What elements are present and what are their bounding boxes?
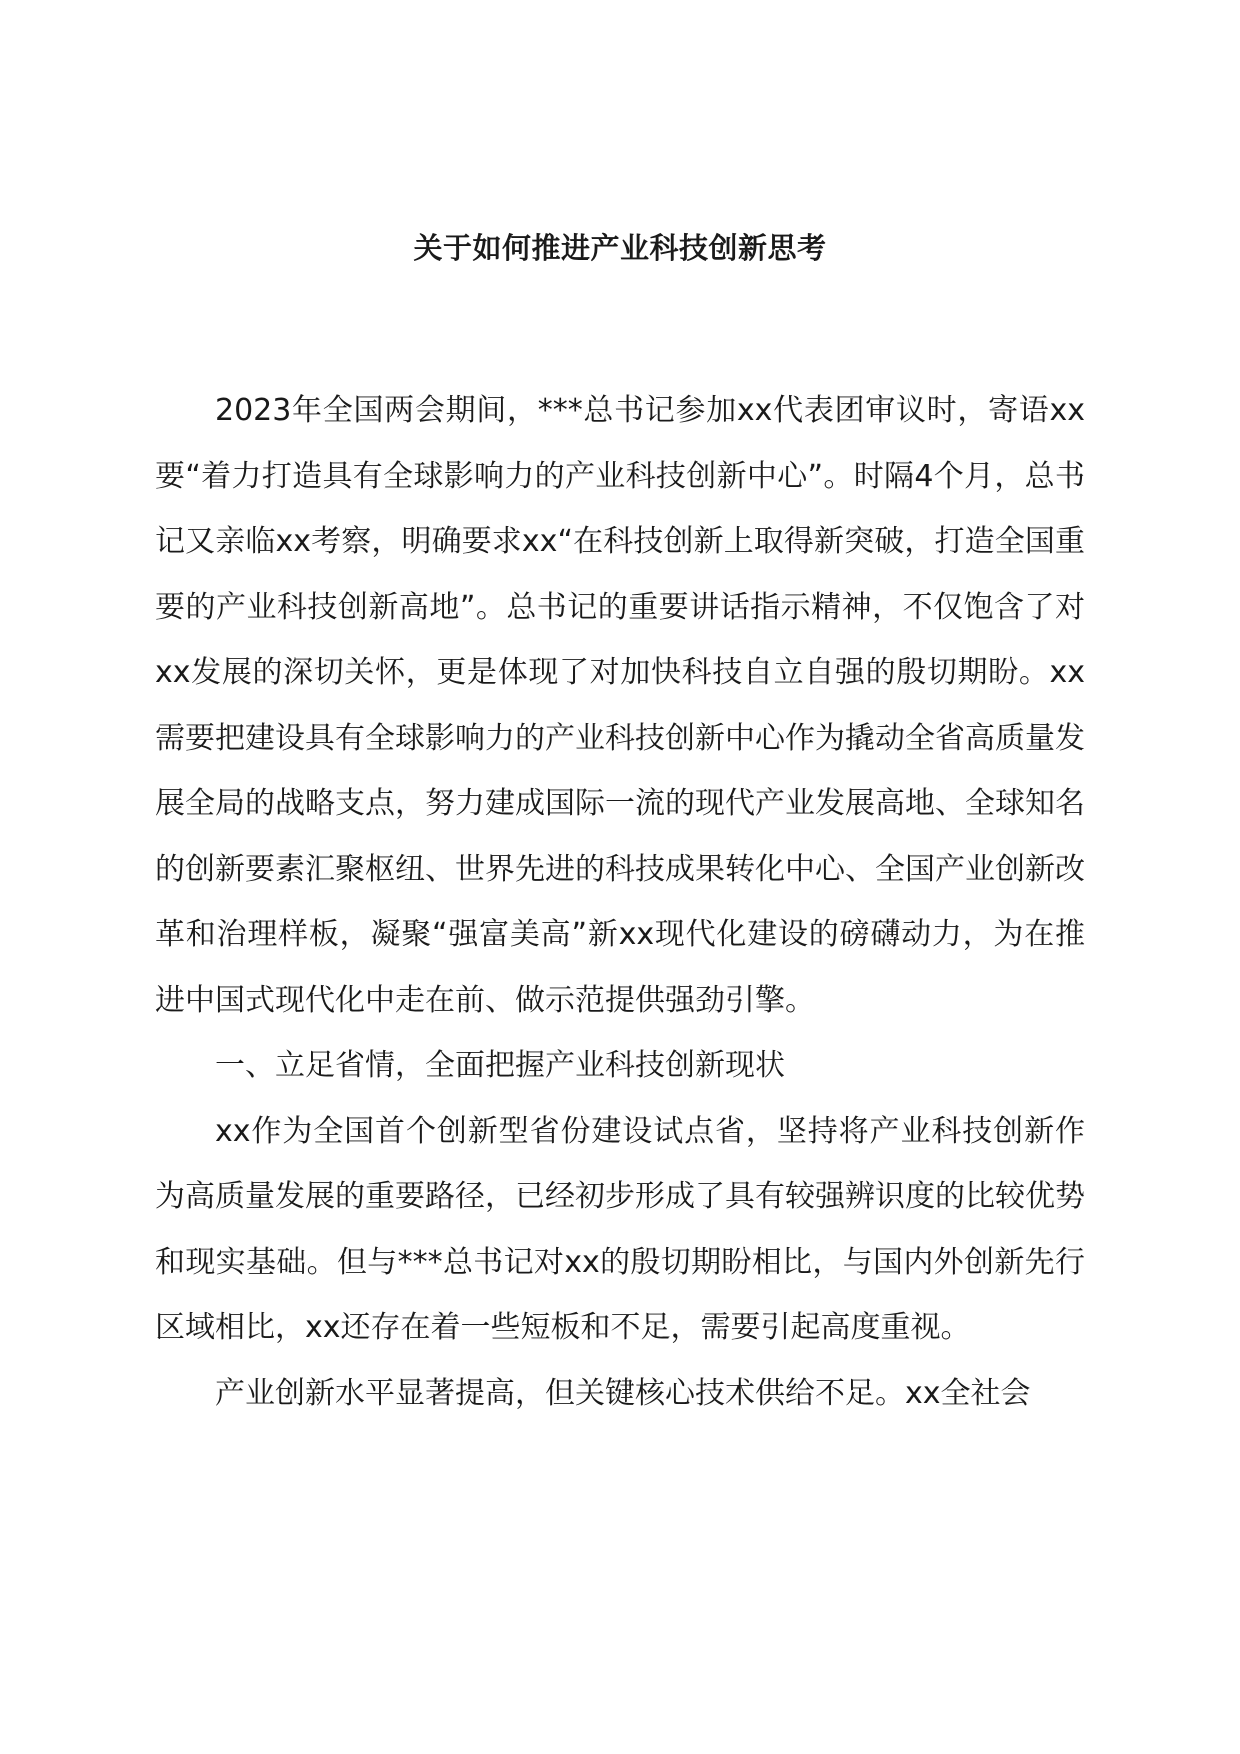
paragraph-industry: 产业创新水平显著提高，但关键核心技术供给不足。xx全社会 — [215, 1375, 1031, 1411]
document-body — [155, 378, 1085, 1426]
section-heading: 一、立足省情，全面把握产业科技创新现状 — [215, 1048, 785, 1083]
document-title: 关于如何推进产业科技创新思考 — [413, 231, 827, 265]
paragraph-overview: xx作为全国首个创新型省份建设试点省，坚持将产业科技创新作为高质量发展的重要路径，已经初步形成了具有较强辨识度的比较优势和现实基础。但与***总书记对xx的殷切期盼相比，与国内外创新先行区域相比，xx还存在着一些短板和不足，需要引起高度重视。 — [155, 1113, 1085, 1345]
paragraph-intro: 2023年全国两会期间，***总书记参加xx代表团审议时，寄语xx要“着力打造具有全球影响力的产业科技创新中心”。时隔4个月，总书记又亲临xx考察，明确要求xx“在科技创新上取得新突破，打造全国重要的产业科技创新高地”。总书记的重要讲话指示精神，不仅饱含了对xx发展的深切关怀，更是体现了对加快科技自立自强的殷切期盼。xx需要把建设具有全球影响力的产业科技创新中心作为撬动全省高质量发展全局的战略支点，努力建成国际一流的现代产业发展高地、全球知名的创新要素汇聚枢纽、世界先进的科技成果转化中心、全国产业创新改革和治理样板，凝聚“强富美高”新xx现代化建设的磅礴动力，为在推进中国式现代化中走在前、做示范提供强劲引擎。 — [155, 393, 1085, 1018]
